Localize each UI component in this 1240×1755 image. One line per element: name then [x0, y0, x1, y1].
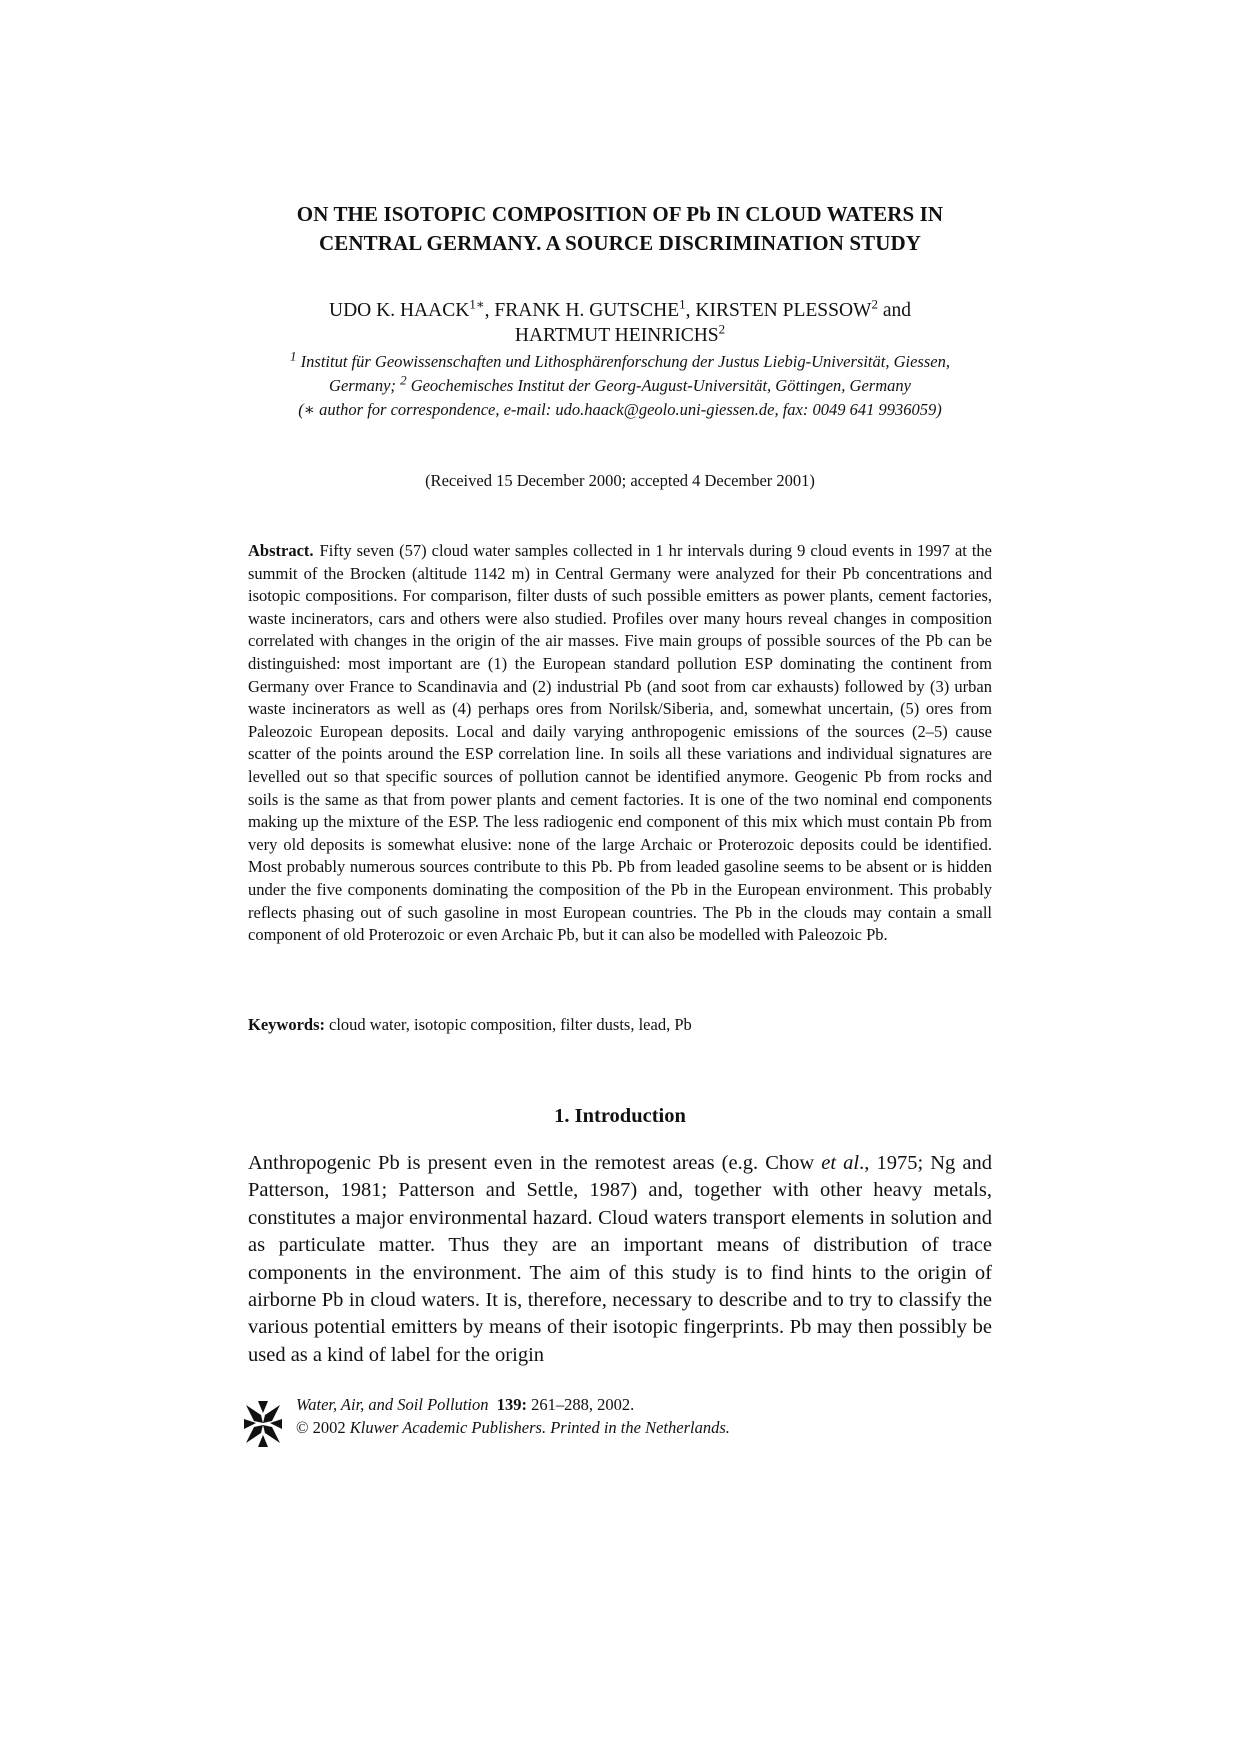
received-dates: (Received 15 December 2000; accepted 4 December 2001) [425, 471, 815, 490]
affiliations [236, 350, 1004, 422]
journal-pages: 261–288, 2002. [527, 1395, 635, 1414]
author-superscript: 2 [718, 321, 726, 337]
correspondence-line: (∗ author for correspondence, e-mail: udo.haack@geolo.uni-giessen.de, fax: 0049 641 9936059) [298, 400, 942, 419]
intro-text: ., 1975; Ng and Patterson, 1981; Patterson and Settle, 1987) and, together with other heavy metals, constitutes a major environmental hazard. Cloud waters transport elements in solution and as particulate matter. Thus they are an important means of distribution of trace components in the environment. The aim of this study is to find hints to the origin of airborne Pb in cloud waters. It is, therefore, necessary to describe and to try to classify the various potential emitters by means of their isotopic fingerprints. Pb may then possibly be used as a kind of label for the origin [248, 1152, 992, 1366]
publisher-logo-icon [244, 1401, 282, 1447]
affiliation-superscript: 2 [400, 372, 407, 388]
journal-name: Water, Air, and Soil Pollution [296, 1395, 489, 1414]
author-name: HARTMUT HEINRICHS [514, 325, 719, 346]
title-line-1: ON THE ISOTOPIC COMPOSITION OF Pb IN CLOUD WATERS IN [296, 202, 944, 226]
section-heading: 1. Introduction [554, 1105, 686, 1127]
paper-title [248, 200, 992, 258]
author-superscript: 2 [871, 296, 878, 312]
author-conjunction: and [877, 300, 911, 321]
abstract [248, 540, 992, 947]
copyright: © 2002 [296, 1418, 350, 1437]
authors-line-2 [248, 323, 992, 348]
affiliation-superscript: 1 [290, 348, 297, 364]
journal-footer [244, 1393, 1004, 1453]
keywords-text: cloud water, isotopic composition, filter dusts, lead, Pb [329, 1015, 692, 1034]
intro-etal: et al [821, 1152, 860, 1174]
intro-paragraph [248, 1150, 992, 1369]
publisher: Kluwer Academic Publishers. Printed in the Netherlands. [349, 1418, 730, 1437]
abstract-text: Fifty seven (57) cloud water samples collected in 1 hr intervals during 9 cloud events in 1997 at the summit of the Brocken (altitude 1142 m) in Central Germany were analyzed for their Pb concentrations and isotopic compositions. For comparison, filter dusts of such possible emitters as power plants, cement factories, waste incinerators, cars and others were also studied. Profiles over many hours reveal changes in composition correlated with changes in the origin of the air masses. Five main groups of possible sources of the Pb can be distinguished: most important are (1) the European standard pollution ESP dominating the continent from Germany over France to Scandinavia and (2) industrial Pb (and soot from car exhausts) followed by (3) urban waste incinerators as well as (4) perhaps ores from Norilsk/Siberia, and, somewhat uncertain, (5) ores from Paleozoic European deposits. Local and daily varying anthropogenic emissions of the sources (2–5) cause scatter of the points around the ESP correlation line. In soils all these variations and individual signatures are levelled out so that specific sources of pollution cannot be identified anymore. Geogenic Pb from rocks and soils is the same as that from power plants and cement factories. It is one of the two nominal end components making up the mixture of the ESP. The less radiogenic end component of this mix which must contain Pb from very old deposits is somewhat elusive: none of the large Archaic or Proterozoic deposits could be identified. Most probably numerous sources contribute to this Pb. Pb from leaded gasoline seems to be absent or is hidden under the five components dominating the composition of the Pb in the European environment. This probably reflects phasing out of such gasoline in most European countries. The Pb in the clouds may contain a small component of old Proterozoic or even Archaic Pb, but it can also be modelled with Paleozoic Pb. [248, 541, 992, 945]
intro-text: Anthropogenic Pb is present even in the remotest areas (e.g. Chow [248, 1152, 822, 1174]
author-name: UDO K. HAACK [329, 300, 470, 321]
author-name: , KIRSTEN PLESSOW [685, 300, 872, 321]
keywords-label: Keywords: [248, 1015, 325, 1034]
title-line-2: CENTRAL GERMANY. A SOURCE DISCRIMINATION STUDY [318, 231, 922, 255]
affiliation-line-1 [236, 350, 1004, 374]
journal-volume: 139: [496, 1395, 528, 1414]
footer-line-1 [296, 1393, 730, 1416]
affiliation-text: Geochemisches Institut der Georg-August-Universität, Göttingen, Germany [406, 376, 911, 395]
author-name: , FRANK H. GUTSCHE [484, 300, 680, 321]
abstract-label: Abstract. [248, 541, 314, 560]
affiliation-line-2 [236, 374, 1004, 398]
affiliation-text: Institut für Geowissenschaften und Lithosphärenforschung der Justus Liebig-Universität, Giessen, [296, 352, 950, 371]
author-list [248, 298, 992, 348]
footer-citation [296, 1393, 730, 1439]
authors-line-1 [248, 298, 992, 323]
author-superscript: 1∗ [469, 296, 485, 312]
author-superscript: 1 [679, 296, 686, 312]
affiliation-text: Germany; [329, 376, 401, 395]
keywords [248, 1014, 992, 1036]
footer-line-2 [296, 1416, 730, 1439]
